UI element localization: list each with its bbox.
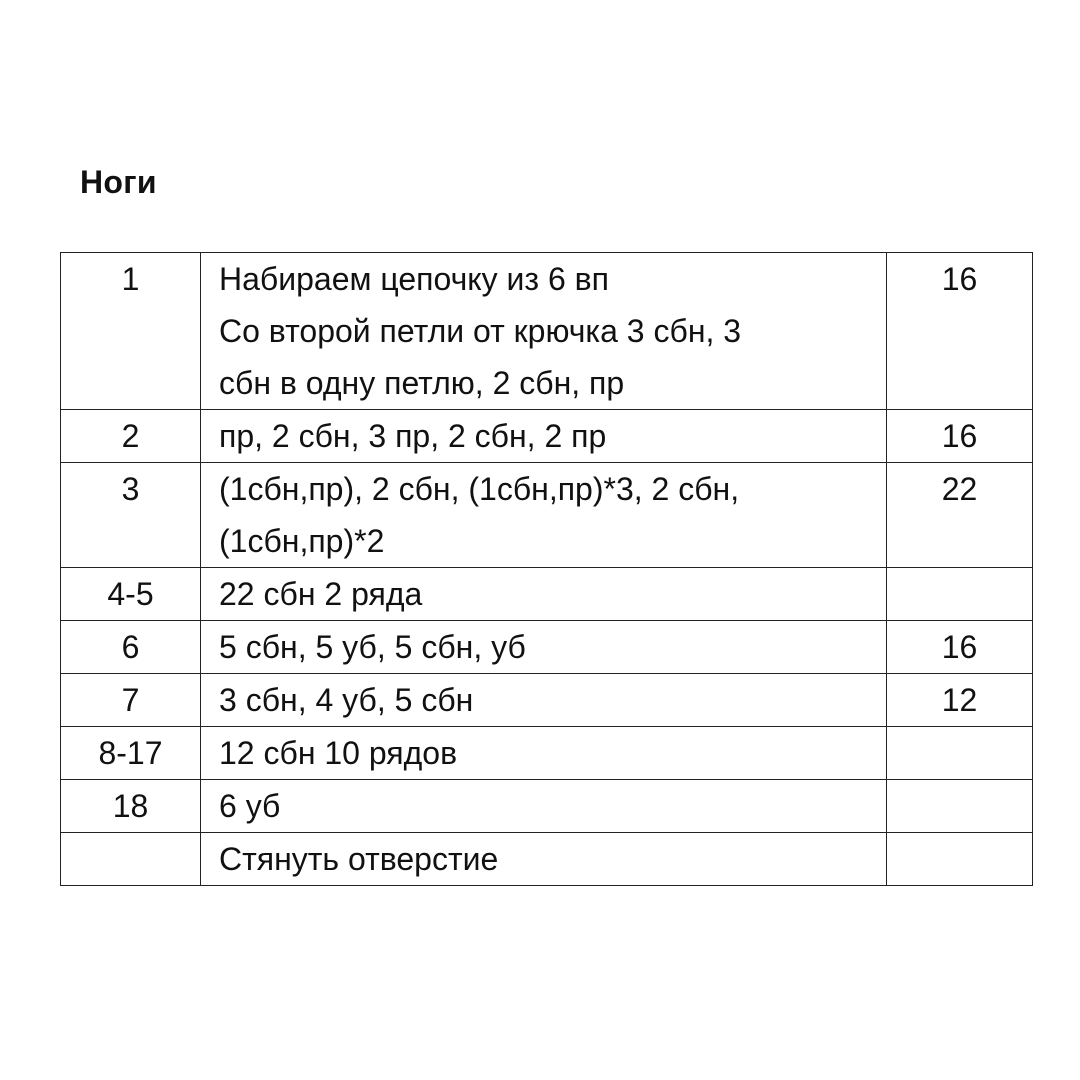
pattern-table xyxy=(60,252,1033,886)
row-instructions xyxy=(201,674,887,727)
row-number: 4-5 xyxy=(61,568,201,621)
stitch-count: 12 xyxy=(887,674,1033,727)
table-row xyxy=(61,621,1033,674)
row-instructions xyxy=(201,621,887,674)
instruction-line: пр, 2 сбн, 3 пр, 2 сбн, 2 пр xyxy=(219,418,607,454)
stitch-count: 16 xyxy=(887,253,1033,410)
section-title: Ноги xyxy=(80,164,157,200)
row-instructions xyxy=(201,410,887,463)
instruction-line: (1сбн,пр), 2 сбн, (1сбн,пр)*3, 2 сбн, xyxy=(219,471,740,507)
row-number: 2 xyxy=(61,410,201,463)
stitch-count xyxy=(887,568,1033,621)
row-instructions xyxy=(201,780,887,833)
stitch-count xyxy=(887,833,1033,886)
stitch-count xyxy=(887,780,1033,833)
instruction-line: Со второй петли от крючка 3 сбн, 3 xyxy=(219,313,742,349)
stitch-count xyxy=(887,727,1033,780)
instruction-line: (1сбн,пр)*2 xyxy=(219,523,385,559)
instruction-line: 3 сбн, 4 уб, 5 сбн xyxy=(219,682,474,718)
instruction-line: 5 сбн, 5 уб, 5 сбн, уб xyxy=(219,629,526,665)
table-row xyxy=(61,463,1033,568)
instruction-line: 22 сбн 2 ряда xyxy=(219,576,423,612)
row-instructions xyxy=(201,833,887,886)
row-number xyxy=(61,833,201,886)
row-number: 6 xyxy=(61,621,201,674)
stitch-count: 22 xyxy=(887,463,1033,568)
row-number: 3 xyxy=(61,463,201,568)
row-number: 8-17 xyxy=(61,727,201,780)
stitch-count: 16 xyxy=(887,410,1033,463)
row-number: 1 xyxy=(61,253,201,410)
row-instructions xyxy=(201,463,887,568)
table-row xyxy=(61,253,1033,410)
table-row xyxy=(61,568,1033,621)
instruction-line: Стянуть отверстие xyxy=(219,841,499,877)
row-instructions xyxy=(201,253,887,410)
table-row xyxy=(61,674,1033,727)
instruction-line: сбн в одну петлю, 2 сбн, пр xyxy=(219,365,625,401)
instruction-line: Набираем цепочку из 6 вп xyxy=(219,261,609,297)
table-row xyxy=(61,727,1033,780)
instruction-line: 6 уб xyxy=(219,788,281,824)
row-instructions xyxy=(201,727,887,780)
row-number: 7 xyxy=(61,674,201,727)
row-number: 18 xyxy=(61,780,201,833)
row-instructions xyxy=(201,568,887,621)
table-row xyxy=(61,833,1033,886)
stitch-count: 16 xyxy=(887,621,1033,674)
table-row xyxy=(61,410,1033,463)
table-row xyxy=(61,780,1033,833)
instruction-line: 12 сбн 10 рядов xyxy=(219,735,458,771)
